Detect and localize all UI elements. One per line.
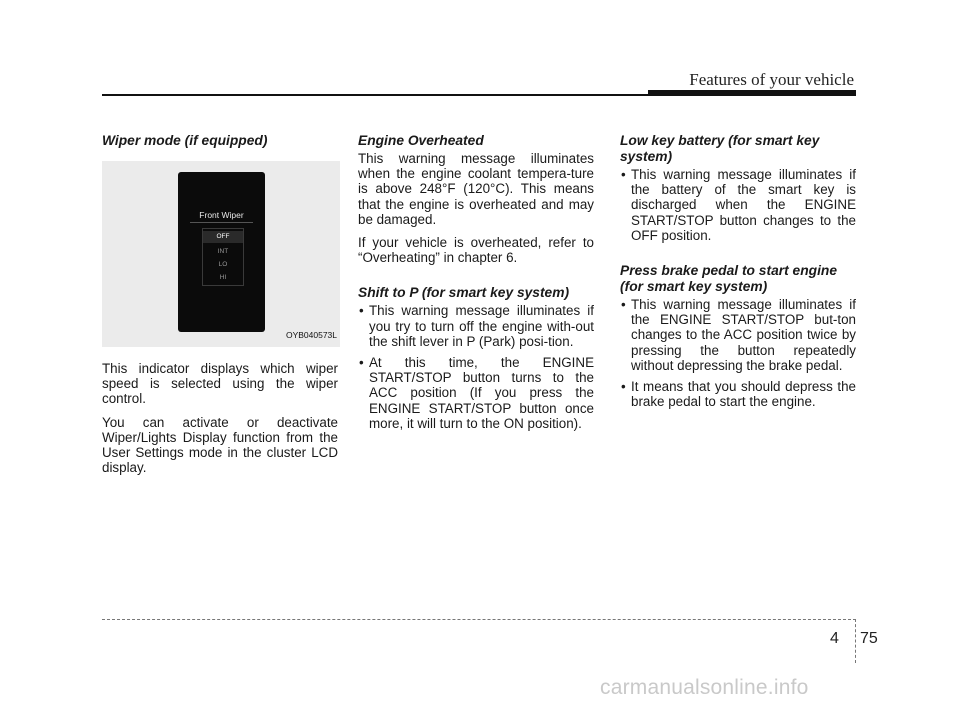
column-2 — [358, 133, 594, 439]
page-number: 75 — [860, 630, 878, 647]
figure-caption: OYB040573L — [285, 329, 337, 340]
wiper-option-lo: LO — [218, 261, 228, 268]
list-item: • This warning message illuminates if the battery of the smart key is discharged when the ENGINE START/STOP button changes to the OFF position. — [620, 167, 856, 243]
list-item: • This warning message illuminates if you try to turn off the engine with-out the shift lever in P (Park) posi-tion. — [358, 303, 594, 349]
column-1 — [102, 133, 338, 483]
wiper-paragraph-2: You can activate or deactivate Wiper/Lights Display function from the User Settings mode in the cluster LCD display. — [102, 414, 338, 476]
low-key-battery-bullets — [620, 167, 856, 243]
section-heading-press-brake: Press brake pedal to start engine (for smart key system) — [620, 263, 837, 295]
watermark: carmanualsonline.info — [600, 676, 809, 699]
footer-rule — [102, 619, 856, 620]
header-rule-accent — [648, 90, 856, 96]
header-title: Features of your vehicle — [689, 70, 854, 89]
screen-title: Front Wiper — [199, 210, 244, 220]
wiper-option-int: INT — [217, 248, 229, 255]
wiper-option-list — [202, 228, 244, 286]
column-3 — [620, 133, 856, 417]
shift-to-p-bullets — [358, 303, 594, 431]
press-brake-bullets — [620, 297, 856, 409]
overheated-paragraph-2: If your vehicle is overheated, refer to “Overheating” in chapter 6. — [358, 235, 594, 266]
footer-vertical-rule — [855, 619, 856, 663]
cluster-lcd-screen — [178, 172, 265, 332]
section-heading-low-key-battery: Low key battery (for smart key system) — [620, 133, 820, 164]
section-heading-wiper-mode: Wiper mode (if equipped) — [102, 133, 268, 148]
screen-divider — [190, 222, 253, 223]
list-item: • This warning message illuminates if the ENGINE START/STOP but-ton changes to the ACC position twice by pressing the button repeatedly without depressing the brake pedal. — [620, 297, 856, 373]
wiper-mode-figure — [102, 161, 340, 347]
chapter-number: 4 — [830, 630, 839, 647]
wiper-option-off: OFF — [203, 231, 243, 243]
section-heading-shift-to-p: Shift to P (for smart key system) — [358, 285, 570, 301]
wiper-option-hi: HI — [219, 274, 227, 281]
wiper-paragraph-1: This indicator displays which wiper speed is selected using the wiper control. — [102, 361, 338, 407]
list-item: • It means that you should depress the brake pedal to start the engine. — [620, 379, 856, 409]
section-heading-engine-overheated: Engine Overheated — [358, 133, 484, 148]
list-item: • At this time, the ENGINE START/STOP button turns to the ACC position (If you press the ENGINE START/STOP button once more, it will turn to the ON position). — [358, 355, 594, 431]
overheated-paragraph-1: This warning message illuminates when the engine coolant tempera-ture is above 248°F (120°C). This means that the engine is overheated and may be damaged. — [358, 151, 594, 227]
